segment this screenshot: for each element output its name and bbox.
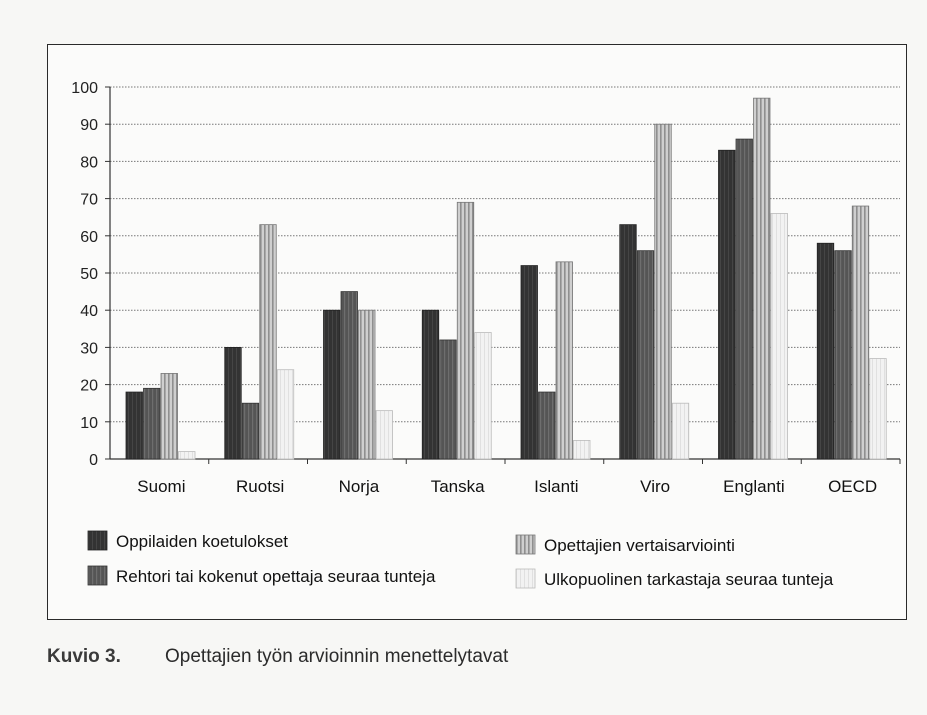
legend: [88, 531, 834, 589]
bar-islanti-series-3: [556, 262, 573, 459]
bar-ruotsi-series-2: [242, 403, 259, 459]
bar-tanska-series-2: [440, 340, 457, 459]
y-tick-label: 0: [89, 452, 98, 469]
bar-tanska-series-1: [422, 310, 439, 459]
bar-suomi-series-4: [179, 452, 196, 459]
legend-label-1: Oppilaiden koetulokset: [116, 532, 289, 551]
bar-viro-series-4: [672, 403, 689, 459]
legend-swatch-2: [88, 566, 107, 585]
bar-suomi-series-2: [144, 388, 161, 459]
bar-norja-series-1: [324, 310, 341, 459]
bar-suomi-series-1: [126, 392, 143, 459]
bar-suomi-series-3: [161, 373, 178, 459]
legend-swatch-1: [88, 531, 107, 550]
x-tick-label-suomi: Suomi: [137, 477, 186, 496]
bar-viro-series-3: [655, 124, 672, 459]
figure-caption: [47, 646, 508, 668]
chart-frame: [47, 44, 907, 620]
y-tick-label: 30: [80, 340, 98, 358]
x-tick-label-englanti: Englanti: [723, 477, 785, 496]
x-tick-label-ruotsi: Ruotsi: [236, 477, 285, 496]
bar-oecd-series-3: [852, 206, 869, 459]
bar-islanti-series-4: [574, 440, 591, 459]
caption-text: Opettajien työn arvioinnin menettelytavat: [165, 646, 509, 667]
legend-label-2: Rehtori tai kokenut opettaja seuraa tunteja: [116, 567, 436, 586]
bar-islanti-series-1: [521, 266, 538, 459]
y-tick-label: 90: [80, 117, 98, 135]
x-tick-label-oecd: OECD: [828, 477, 878, 496]
bar-englanti-series-1: [719, 150, 736, 459]
y-tick-label: 100: [71, 80, 98, 97]
x-axis-labels: [137, 459, 900, 496]
legend-label-3: Opettajien vertaisarviointi: [544, 536, 735, 555]
bar-tanska-series-3: [457, 202, 474, 459]
bar-norja-series-3: [359, 310, 376, 459]
x-tick-label-viro: Viro: [640, 477, 671, 496]
bar-englanti-series-2: [736, 139, 753, 459]
bar-oecd-series-2: [835, 251, 852, 459]
bars: [126, 98, 886, 459]
caption-label: Kuvio 3.: [47, 646, 121, 667]
bar-chart: [48, 45, 906, 619]
y-tick-label: 20: [80, 377, 98, 395]
bar-tanska-series-4: [475, 333, 492, 459]
legend-swatch-4: [516, 569, 535, 588]
y-tick-label: 60: [80, 228, 98, 246]
legend-swatch-3: [516, 535, 535, 554]
x-tick-label-islanti: Islanti: [534, 477, 579, 496]
bar-oecd-series-4: [870, 359, 887, 459]
y-tick-label: 10: [80, 414, 98, 432]
y-tick-label: 80: [80, 154, 98, 172]
bar-ruotsi-series-3: [260, 225, 277, 459]
y-tick-label: 70: [80, 191, 98, 209]
x-tick-label-norja: Norja: [338, 477, 380, 496]
bar-islanti-series-2: [539, 392, 556, 459]
bar-viro-series-1: [620, 225, 637, 459]
legend-label-4: Ulkopuolinen tarkastaja seuraa tunteja: [544, 570, 834, 589]
y-tick-label: 40: [80, 303, 98, 321]
bar-norja-series-2: [341, 292, 358, 459]
bar-viro-series-2: [637, 251, 654, 459]
bar-ruotsi-series-1: [225, 347, 242, 459]
bar-ruotsi-series-4: [277, 370, 294, 459]
bar-norja-series-4: [376, 411, 393, 459]
bar-oecd-series-1: [817, 243, 834, 459]
bar-englanti-series-3: [754, 98, 771, 459]
x-tick-label-tanska: Tanska: [430, 477, 485, 496]
y-tick-label: 50: [80, 266, 98, 283]
bar-englanti-series-4: [771, 213, 788, 459]
